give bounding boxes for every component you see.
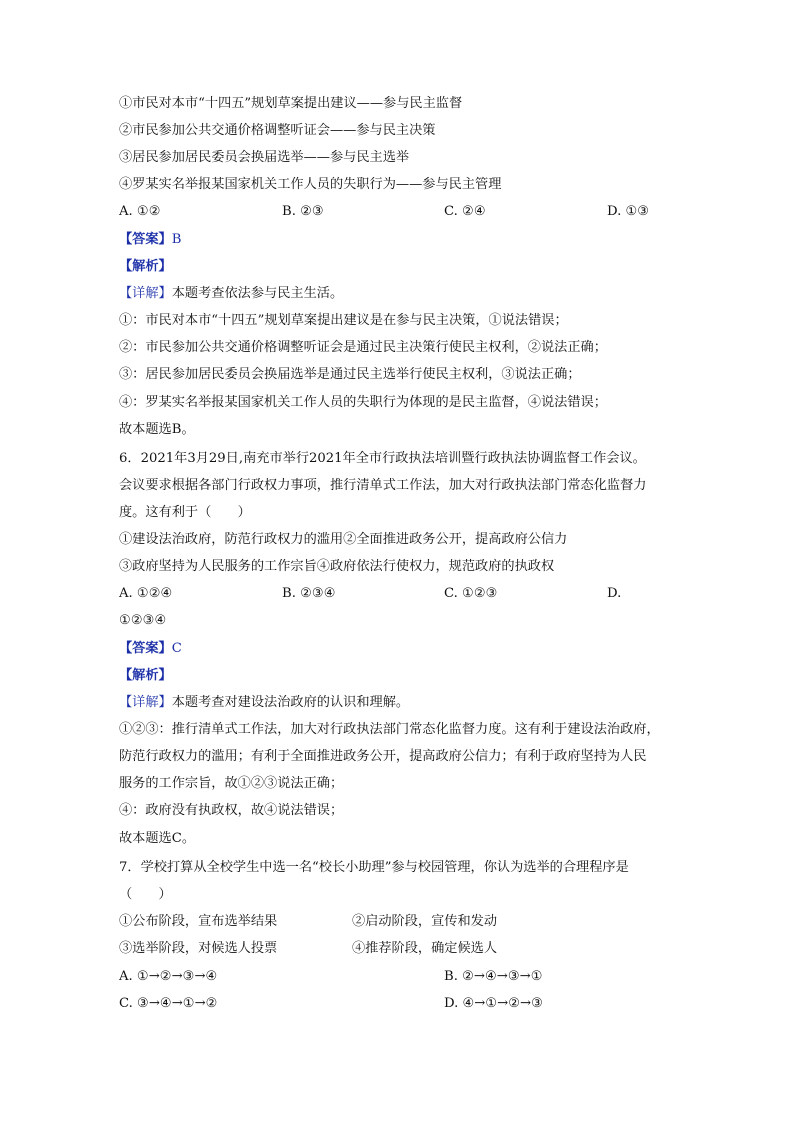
q6-answer-value: C xyxy=(171,641,182,656)
q5-answer xyxy=(119,231,181,249)
q6-detail-line-2: 防范行政权力的滥用；有利于全面推进政务公开，提高政府公信力；有利于政府坚持为人民 xyxy=(119,749,647,764)
q5-detail-line-3: ③：居民参加居民委员会换届选举是通过民主选举行使民主权利，③说法正确； xyxy=(119,367,581,382)
q7-option-b: B. ②→④→③→① xyxy=(444,969,543,984)
q6-detail-line-3: 服务的工作宗旨，故①②③说法正确； xyxy=(119,776,344,791)
q6-analysis-tag: 【解析】 xyxy=(119,668,172,683)
q5-analysis-tag: 【解析】 xyxy=(119,259,172,274)
q5-option-d: D. ①③ xyxy=(607,204,650,219)
q7-stem-2: （ ） xyxy=(119,887,172,902)
q6-detail xyxy=(119,694,409,712)
q6-detail-line-4: ④：政府没有执政权，故④说法错误； xyxy=(119,803,344,818)
q5-item-1: ①市民对本市“十四五”规划草案提出建议——参与民主监督 xyxy=(119,96,463,111)
q7-option-d: D. ④→①→②→③ xyxy=(444,996,543,1011)
q6-detail-line-1: ①②③：推行清单式工作法，加大对行政执法部门常态化监督力度。这有利于建设法治政府， xyxy=(119,722,660,737)
q5-item-4: ④罗某实名举报某国家机关工作人员的失职行为——参与民主管理 xyxy=(119,177,502,192)
q6-item-2: ③政府坚持为人民服务的工作宗旨④政府依法行使权力，规范政府的执政权 xyxy=(119,559,555,574)
q5-item-2: ②市民参加公共交通价格调整听证会——参与民主决策 xyxy=(119,123,436,138)
q7-item-1: ①公布阶段，宣布选举结果 xyxy=(119,914,278,929)
q7-item-2: ②启动阶段，宣传和发动 xyxy=(352,914,498,929)
q6-detail-tag: 【详解】 xyxy=(119,695,172,710)
q6-stem-3: 度。这有利于（ ） xyxy=(119,505,251,520)
q6-detail-intro: 本题考查对建设法治政府的认识和理解。 xyxy=(171,695,410,710)
q5-option-c: C. ②④ xyxy=(444,204,486,219)
q5-option-a: A. ①② xyxy=(119,204,161,219)
q5-conclusion: 故本题选B。 xyxy=(119,422,195,437)
q6-answer-tag: 【答案】 xyxy=(119,641,172,656)
q5-detail-line-1: ①：市民对本市“十四五”规划草案提出建议是在参与民主决策，①说法错误； xyxy=(119,313,568,328)
q6-item-1: ①建设法治政府，防范行政权力的滥用②全面推进政务公开，提高政府公信力 xyxy=(119,532,568,547)
q6-option-b: B. ②③④ xyxy=(282,586,336,601)
q7-item-3: ③选举阶段，对候选人投票 xyxy=(119,941,278,956)
q5-detail xyxy=(119,285,343,303)
q6-option-a: A. ①②④ xyxy=(119,586,173,601)
q6-stem-1: 6．2021年3月29日,南充市举行2021年全市行政执法培训暨行政执法协调监督工作会议。 xyxy=(119,451,646,466)
q7-option-c: C. ③→④→①→② xyxy=(119,996,218,1011)
q7-item-4: ④推荐阶段，确定候选人 xyxy=(352,941,498,956)
q5-detail-line-4: ④：罗某实名举报某国家机关工作人员的失职行为体现的是民主监督，④说法错误； xyxy=(119,395,607,410)
q5-option-b: B. ②③ xyxy=(282,204,324,219)
q5-answer-value: B xyxy=(171,232,182,247)
q5-answer-tag: 【答案】 xyxy=(119,232,172,247)
q6-option-d-value: ①②③④ xyxy=(119,613,167,628)
q6-option-d: D. xyxy=(607,586,622,601)
q5-item-3: ③居民参加居民委员会换届选举——参与民主选举 xyxy=(119,150,410,165)
q5-detail-tag: 【详解】 xyxy=(119,286,172,301)
q6-answer xyxy=(119,640,182,658)
q6-stem-2: 会议要求根据各部门行政权力事项，推行清单式工作法，加大对行政执法部门常态化监督力 xyxy=(119,478,647,493)
q6-conclusion: 故本题选C。 xyxy=(119,831,196,846)
q7-option-a: A. ①→②→③→④ xyxy=(119,969,218,984)
q7-stem-1: 7．学校打算从全校学生中选一名“校长小助理”参与校园管理，你认为选举的合理程序是 xyxy=(119,860,629,875)
q6-option-c: C. ①②③ xyxy=(444,586,498,601)
q5-detail-line-2: ②：市民参加公共交通价格调整听证会是通过民主决策行使民主权利，②说法正确； xyxy=(119,340,607,355)
q5-detail-intro: 本题考查依法参与民主生活。 xyxy=(171,286,344,301)
